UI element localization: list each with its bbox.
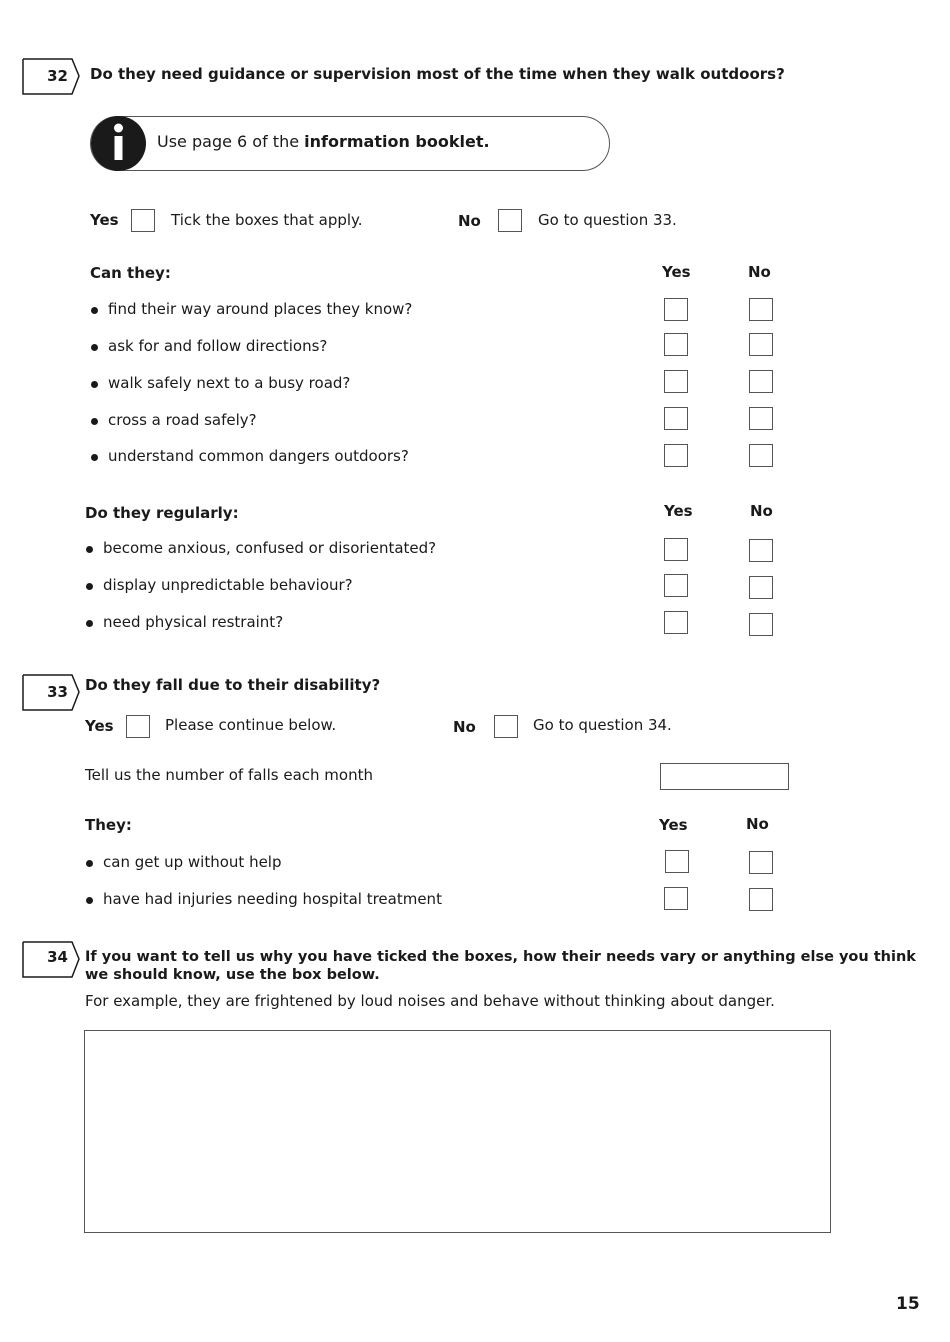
q33-no-hint: Go to question 34. [533, 716, 672, 734]
question-33-title: Do they fall due to their disability? [85, 676, 381, 694]
falls-per-month-input[interactable] [660, 763, 789, 790]
group-can-they-heading: Can they: [90, 264, 171, 282]
list-item: cross a road safely? [108, 411, 257, 429]
q33-yes-hint: Please continue below. [165, 716, 337, 734]
group-they-no-col: No [746, 815, 769, 833]
question-number-34: 34 [22, 941, 78, 977]
q32-no-hint: Go to question 33. [538, 211, 677, 229]
group-regularly-heading: Do they regularly: [85, 504, 239, 522]
checkbox-busy-road-no[interactable] [749, 370, 773, 393]
list-item: display unpredictable behaviour? [103, 576, 353, 594]
question-34-title-line-1: If you want to tell us why you have ticked the boxes, how their needs vary or anything else you think [85, 949, 916, 965]
question-32-title: Do they need guidance or supervision most of the time when they walk outdoors? [90, 65, 785, 83]
list-item: can get up without help [103, 853, 282, 871]
list-item: become anxious, confused or disorientated? [103, 539, 437, 557]
q33-yes-checkbox[interactable] [126, 715, 150, 738]
list-item: understand common dangers outdoors? [108, 447, 409, 465]
q32-no-label: No [458, 212, 481, 230]
checkbox-cross-road-no[interactable] [749, 407, 773, 430]
list-item: need physical restraint? [103, 613, 284, 631]
group-they-yes-col: Yes [659, 816, 688, 834]
q33-no-checkbox[interactable] [494, 715, 518, 738]
checkbox-anxious-yes[interactable] [664, 538, 688, 561]
falls-per-month-label: Tell us the number of falls each month [85, 766, 373, 784]
q32-yes-hint: Tick the boxes that apply. [171, 211, 363, 229]
info-callout [90, 116, 610, 171]
question-34-example: For example, they are frightened by loud noises and behave without thinking about danger. [85, 992, 775, 1010]
group-regularly-yes-col: Yes [664, 502, 693, 520]
question-34-title-line-2: we should know, use the box below. [85, 967, 380, 983]
group-can-they-no-col: No [748, 263, 771, 281]
checkbox-get-up-yes[interactable] [665, 850, 689, 873]
group-they-heading: They: [85, 816, 132, 834]
checkbox-anxious-no[interactable] [749, 539, 773, 562]
checkbox-dangers-no[interactable] [749, 444, 773, 467]
question-number-32: 32 [22, 58, 78, 94]
q33-yes-label: Yes [85, 717, 114, 735]
q32-yes-label: Yes [90, 211, 119, 229]
checkbox-busy-road-yes[interactable] [664, 370, 688, 393]
list-item: have had injuries needing hospital treatment [103, 890, 442, 908]
checkbox-directions-no[interactable] [749, 333, 773, 356]
list-item: walk safely next to a busy road? [108, 374, 351, 392]
additional-info-textarea[interactable] [84, 1030, 831, 1233]
group-can-they-yes-col: Yes [662, 263, 691, 281]
info-text: Use page 6 of the information booklet. [157, 132, 490, 151]
checkbox-cross-road-yes[interactable] [664, 407, 688, 430]
checkbox-unpredictable-yes[interactable] [664, 574, 688, 597]
checkbox-restraint-no[interactable] [749, 613, 773, 636]
checkbox-find-way-no[interactable] [749, 298, 773, 321]
checkbox-restraint-yes[interactable] [664, 611, 688, 634]
checkbox-dangers-yes[interactable] [664, 444, 688, 467]
checkbox-injuries-no[interactable] [749, 888, 773, 911]
q32-no-checkbox[interactable] [498, 209, 522, 232]
q32-yes-checkbox[interactable] [131, 209, 155, 232]
q33-no-label: No [453, 718, 476, 736]
checkbox-unpredictable-no[interactable] [749, 576, 773, 599]
info-icon [91, 116, 146, 171]
page-number: 15 [896, 1294, 920, 1314]
checkbox-injuries-yes[interactable] [664, 887, 688, 910]
checkbox-directions-yes[interactable] [664, 333, 688, 356]
list-item: find their way around places they know? [108, 300, 413, 318]
checkbox-find-way-yes[interactable] [664, 298, 688, 321]
group-regularly-no-col: No [750, 502, 773, 520]
list-item: ask for and follow directions? [108, 337, 328, 355]
question-number-33: 33 [22, 674, 78, 710]
checkbox-get-up-no[interactable] [749, 851, 773, 874]
